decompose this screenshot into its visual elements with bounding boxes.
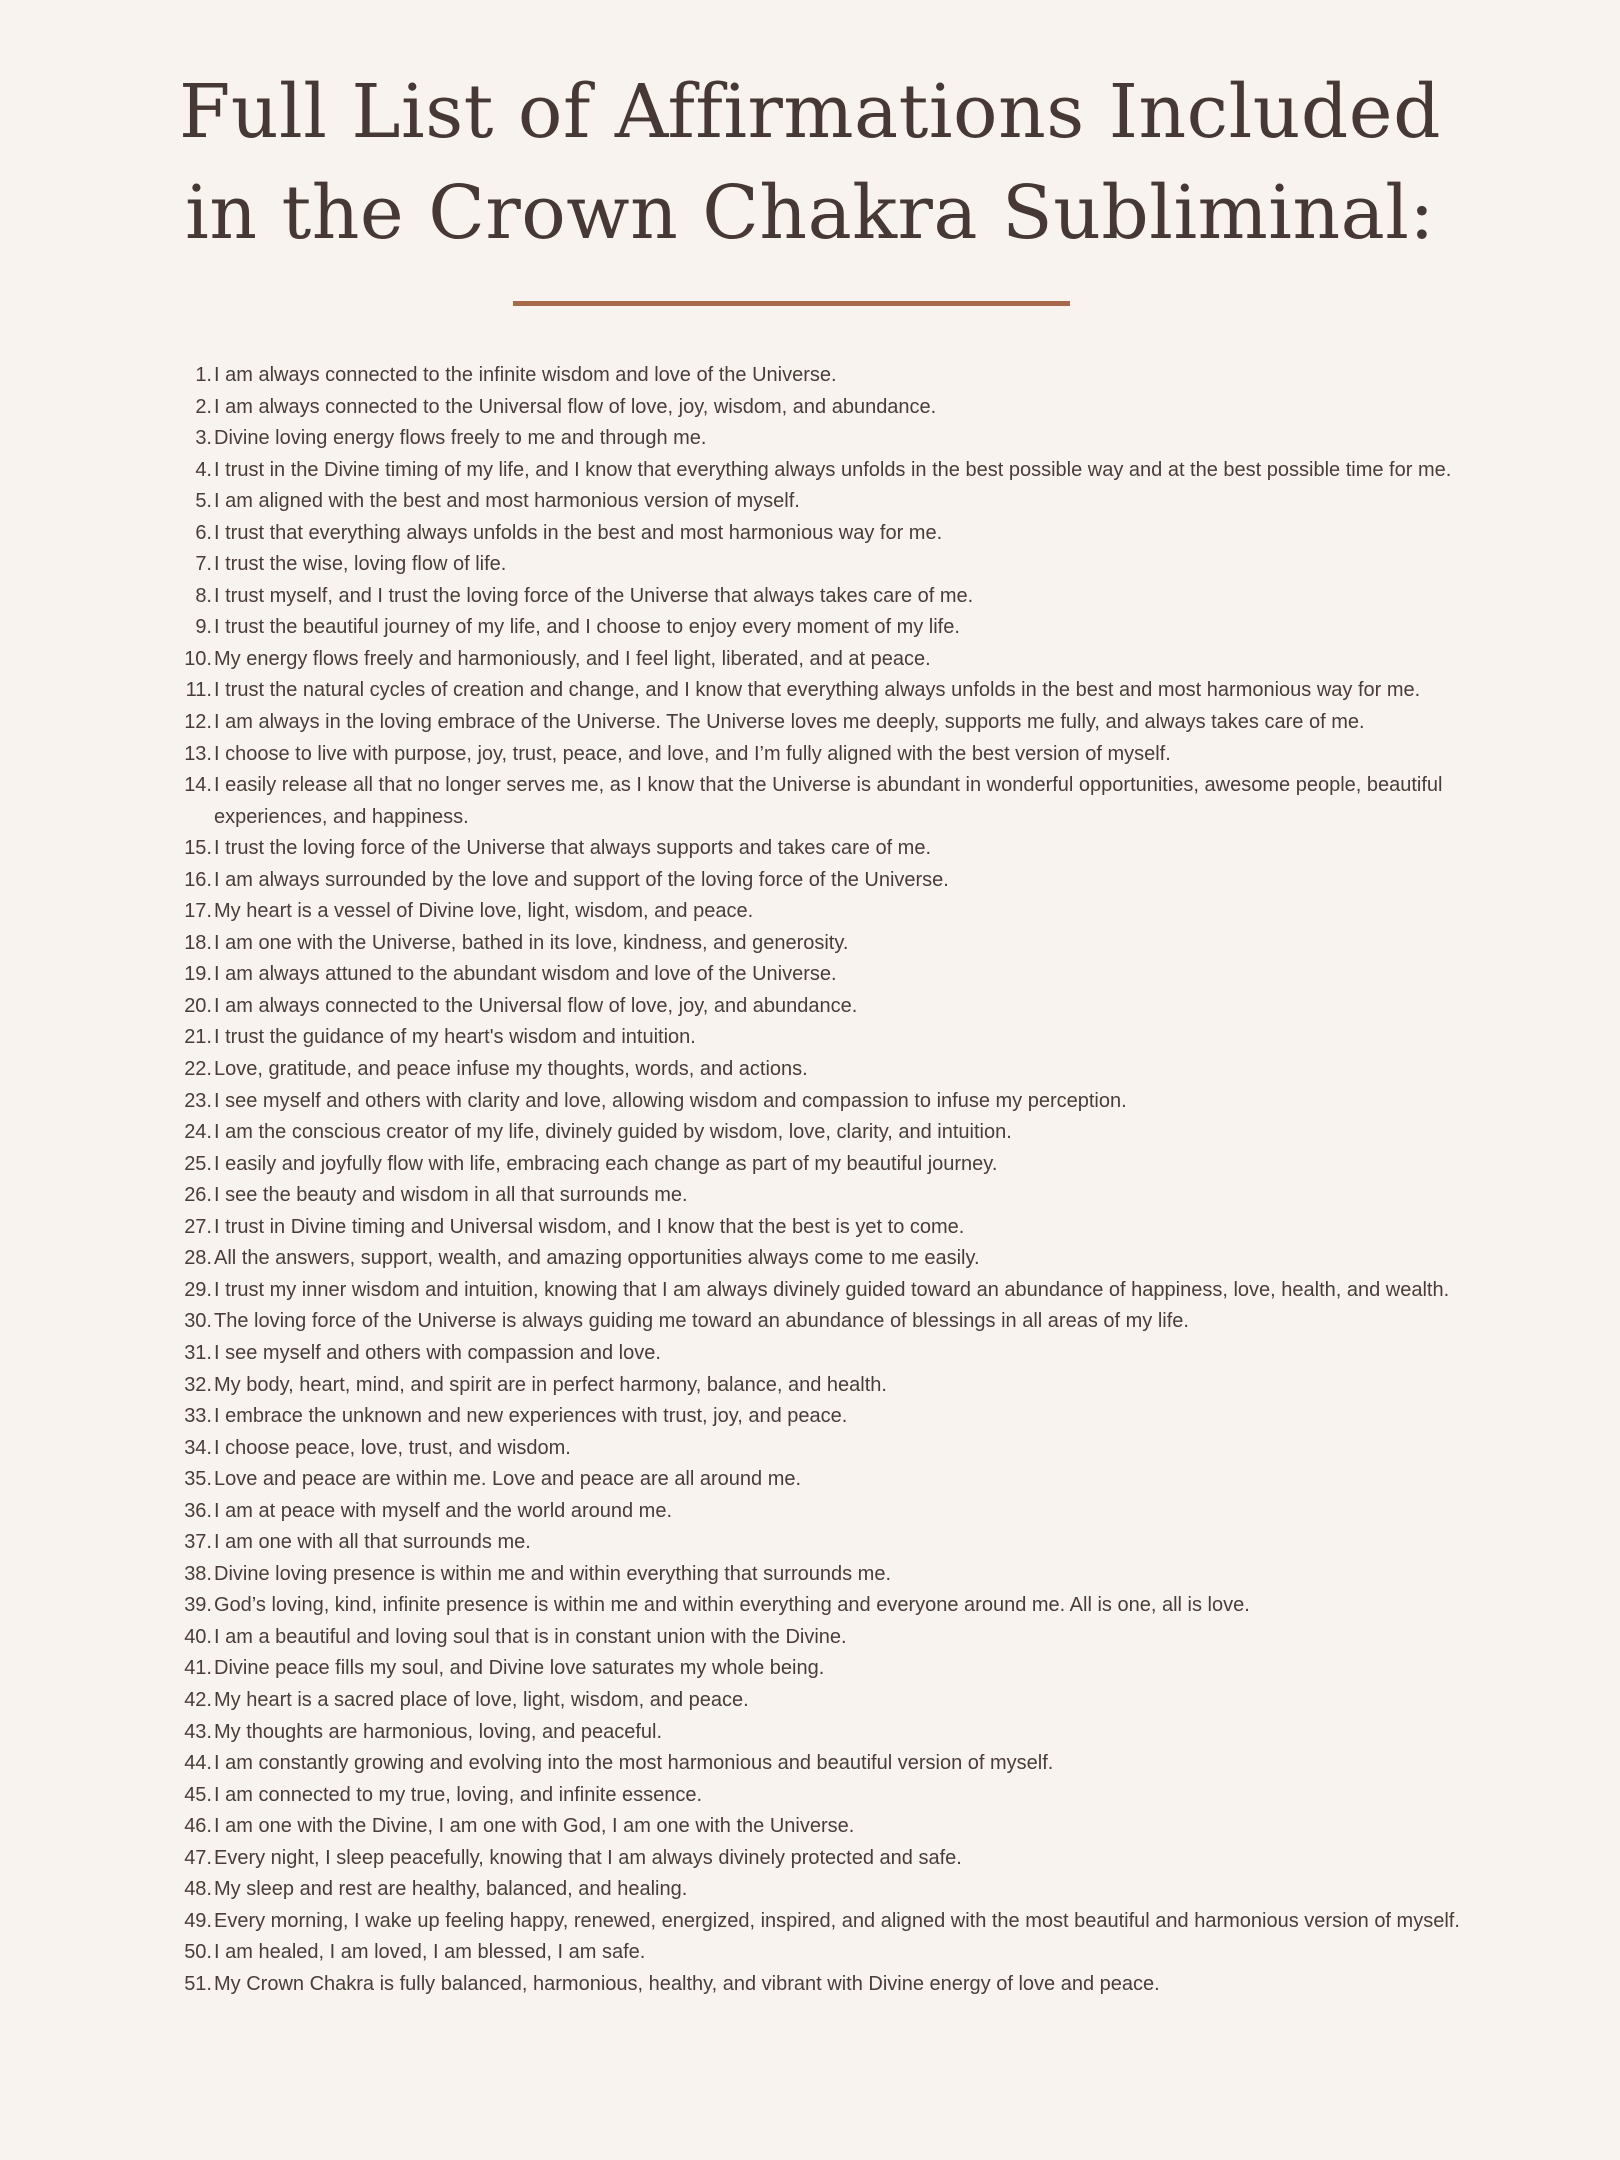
affirmation-number: 9. [195, 616, 212, 639]
affirmation-text: My sleep and rest are healthy, balanced, and healing. [214, 1878, 688, 1901]
affirmation-text: I am the conscious creator of my life, divinely guided by wisdom, love, clarity, and intuition. [214, 1121, 1012, 1144]
affirmation-text: I trust in Divine timing and Universal wisdom, and I know that the best is yet to come. [214, 1215, 965, 1238]
affirmation-number: 45. [184, 1783, 212, 1806]
affirmation-text: I trust the natural cycles of creation and change, and I know that everything always unfolds in the best and most harmonious way for me. [214, 679, 1421, 702]
affirmation-item [0, 1212, 1460, 1244]
affirmation-item [0, 360, 1460, 392]
affirmation-text: I trust in the Divine timing of my life, and I know that everything always unfolds in the best possible way and at the best possible time for me. [214, 458, 1452, 481]
affirmation-number: 27. [184, 1215, 212, 1238]
affirmation-text: I trust my inner wisdom and intuition, knowing that I am always divinely guided toward an abundance of happiness, love, health, and wealth. [214, 1278, 1450, 1301]
affirmation-text: I trust the wise, loving flow of life. [214, 553, 507, 576]
affirmation-number: 28. [184, 1247, 212, 1270]
affirmation-item [0, 392, 1460, 424]
affirmation-number: 16. [184, 868, 212, 891]
affirmation-item [0, 1811, 1460, 1843]
affirmation-text: I choose peace, love, trust, and wisdom. [214, 1436, 571, 1459]
affirmation-number: 20. [184, 994, 212, 1017]
affirmation-number: 34. [184, 1436, 212, 1459]
affirmation-item [0, 1022, 1460, 1054]
affirmation-number: 24. [184, 1121, 212, 1144]
affirmation-item [0, 1149, 1460, 1181]
affirmation-number: 14. [184, 774, 212, 797]
affirmation-text: I easily release all that no longer serves me, as I know that the Universe is abundant in wonderful opportunities, awesome people, beautiful experiences, and happiness. [214, 774, 1443, 828]
affirmation-item [0, 1559, 1460, 1591]
affirmation-number: 32. [184, 1373, 212, 1396]
affirmation-item [0, 1780, 1460, 1812]
affirmation-text: I trust the loving force of the Universe that always supports and takes care of me. [214, 837, 932, 860]
affirmation-number: 21. [184, 1026, 212, 1049]
affirmation-number: 35. [184, 1468, 212, 1491]
affirmation-item [0, 833, 1460, 865]
affirmation-number: 3. [195, 427, 212, 450]
affirmation-item [0, 1180, 1460, 1212]
affirmation-text: I choose to live with purpose, joy, trust, peace, and love, and I’m fully aligned with the best version of myself. [214, 742, 1171, 765]
affirmation-number: 18. [184, 931, 212, 954]
affirmation-number: 17. [184, 900, 212, 923]
title-line-2: in the Crown Chakra Subliminal: [185, 170, 1435, 256]
affirmation-text: My heart is a vessel of Divine love, light, wisdom, and peace. [214, 900, 754, 923]
affirmation-number: 46. [184, 1815, 212, 1838]
affirmation-item [0, 770, 1460, 833]
affirmation-text: My body, heart, mind, and spirit are in perfect harmony, balance, and health. [214, 1373, 887, 1396]
affirmation-item [0, 1937, 1460, 1969]
affirmation-text: I trust the guidance of my heart's wisdom and intuition. [214, 1026, 696, 1049]
affirmation-number: 50. [184, 1941, 212, 1964]
affirmation-item [0, 1117, 1460, 1149]
affirmation-number: 22. [184, 1058, 212, 1081]
affirmation-item [0, 1653, 1460, 1685]
affirmation-item [0, 1527, 1460, 1559]
affirmation-item [0, 1464, 1460, 1496]
affirmation-text: Every morning, I wake up feeling happy, renewed, energized, inspired, and aligned with the most beautiful and harmonious version of myself. [214, 1909, 1460, 1932]
affirmation-number: 26. [184, 1184, 212, 1207]
affirmation-number: 43. [184, 1720, 212, 1743]
affirmation-text: Divine loving presence is within me and within everything that surrounds me. [214, 1562, 892, 1585]
affirmation-text: I see the beauty and wisdom in all that surrounds me. [214, 1184, 688, 1207]
affirmation-text: I am aligned with the best and most harmonious version of myself. [214, 490, 800, 513]
affirmation-text: The loving force of the Universe is always guiding me toward an abundance of blessings in all areas of my life. [214, 1310, 1189, 1333]
affirmation-number: 19. [184, 963, 212, 986]
affirmation-text: My Crown Chakra is fully balanced, harmonious, healthy, and vibrant with Divine energy of love and peace. [214, 1972, 1160, 1995]
affirmation-item [0, 1843, 1460, 1875]
affirmation-item [0, 991, 1460, 1023]
affirmation-item [0, 518, 1460, 550]
affirmation-number: 33. [184, 1405, 212, 1428]
affirmation-item [0, 1433, 1460, 1465]
affirmation-item [0, 928, 1460, 960]
affirmation-item [0, 1622, 1460, 1654]
affirmation-item [0, 1338, 1460, 1370]
affirmation-text: I am at peace with myself and the world around me. [214, 1499, 673, 1522]
affirmation-number: 47. [184, 1846, 212, 1869]
affirmation-item [0, 959, 1460, 991]
affirmation-item [0, 1969, 1460, 2001]
affirmation-number: 8. [195, 584, 212, 607]
affirmation-number: 25. [184, 1152, 212, 1175]
affirmation-number: 4. [195, 458, 212, 481]
affirmation-text: I see myself and others with clarity and love, allowing wisdom and compassion to infuse my perception. [214, 1089, 1127, 1112]
affirmation-item [0, 1401, 1460, 1433]
affirmation-text: All the answers, support, wealth, and amazing opportunities always come to me easily. [214, 1247, 980, 1270]
affirmation-text: I am always connected to the Universal flow of love, joy, wisdom, and abundance. [214, 395, 937, 418]
affirmation-item [0, 1685, 1460, 1717]
affirmation-item [0, 423, 1460, 455]
affirmation-item [0, 739, 1460, 771]
affirmation-text: My energy flows freely and harmoniously, and I feel light, liberated, and at peace. [214, 647, 931, 670]
affirmation-item [0, 1590, 1460, 1622]
affirmation-number: 49. [184, 1909, 212, 1932]
affirmation-text: I am constantly growing and evolving into the most harmonious and beautiful version of myself. [214, 1752, 1054, 1775]
affirmation-item [0, 1874, 1460, 1906]
affirmation-text: I trust the beautiful journey of my life, and I choose to enjoy every moment of my life. [214, 616, 960, 639]
affirmation-number: 12. [184, 711, 212, 734]
affirmation-number: 15. [184, 837, 212, 860]
affirmation-item [0, 549, 1460, 581]
affirmation-text: I am one with the Divine, I am one with God, I am one with the Universe. [214, 1815, 855, 1838]
affirmation-item [0, 455, 1460, 487]
affirmation-item [0, 707, 1460, 739]
affirmation-text: My heart is a sacred place of love, light, wisdom, and peace. [214, 1688, 749, 1711]
affirmation-item [0, 1906, 1460, 1938]
affirmation-item [0, 1306, 1460, 1338]
affirmation-text: I trust myself, and I trust the loving force of the Universe that always takes care of me. [214, 584, 974, 607]
affirmation-number: 37. [184, 1531, 212, 1554]
affirmation-number: 1. [195, 364, 212, 386]
affirmation-text: I am one with all that surrounds me. [214, 1531, 531, 1554]
affirmation-number: 40. [184, 1625, 212, 1648]
affirmation-number: 36. [184, 1499, 212, 1522]
affirmation-number: 7. [195, 553, 212, 576]
affirmation-item [0, 1086, 1460, 1118]
affirmation-item [0, 486, 1460, 518]
title-line-1: Full List of Affirmations Included [179, 69, 1441, 155]
affirmation-item [0, 1275, 1460, 1307]
affirmation-list [0, 360, 1460, 2000]
affirmation-text: My thoughts are harmonious, loving, and peaceful. [214, 1720, 663, 1743]
affirmation-text: I am always in the loving embrace of the Universe. The Universe loves me deeply, supports me fully, and always takes care of me. [214, 711, 1365, 734]
affirmation-item [0, 1054, 1460, 1086]
affirmation-item [0, 1243, 1460, 1275]
affirmation-text: I am one with the Universe, bathed in its love, kindness, and generosity. [214, 931, 849, 954]
affirmation-number: 10. [184, 647, 212, 670]
affirmation-number: 11. [185, 679, 212, 702]
affirmation-text: I am a beautiful and loving soul that is in constant union with the Divine. [214, 1625, 847, 1648]
affirmation-number: 23. [184, 1089, 212, 1112]
title-divider [513, 301, 1070, 306]
affirmation-text: Divine loving energy flows freely to me and through me. [214, 427, 707, 450]
affirmation-number: 39. [184, 1594, 212, 1617]
affirmation-item [0, 644, 1460, 676]
affirmation-text: I see myself and others with compassion and love. [214, 1341, 661, 1364]
affirmation-text: I trust that everything always unfolds in the best and most harmonious way for me. [214, 521, 943, 544]
affirmation-text: I am always surrounded by the love and support of the loving force of the Universe. [214, 868, 949, 891]
affirmation-item [0, 1370, 1460, 1402]
affirmation-item [0, 1748, 1460, 1780]
affirmation-number: 44. [184, 1752, 212, 1775]
affirmation-text: Divine peace fills my soul, and Divine love saturates my whole being. [214, 1657, 825, 1680]
affirmation-text: I am always connected to the Universal flow of love, joy, and abundance. [214, 994, 858, 1017]
affirmation-item [0, 1717, 1460, 1749]
affirmation-number: 2. [195, 395, 212, 418]
affirmation-text: I easily and joyfully flow with life, embracing each change as part of my beautiful journey. [214, 1152, 998, 1175]
affirmation-item [0, 581, 1460, 613]
affirmation-item [0, 896, 1460, 928]
affirmation-text: Love, gratitude, and peace infuse my thoughts, words, and actions. [214, 1058, 808, 1081]
affirmation-number: 48. [184, 1878, 212, 1901]
affirmation-number: 6. [195, 521, 212, 544]
page-title [160, 62, 1460, 264]
affirmation-text: Every night, I sleep peacefully, knowing that I am always divinely protected and safe. [214, 1846, 962, 1869]
affirmation-text: I embrace the unknown and new experiences with trust, joy, and peace. [214, 1405, 848, 1428]
affirmation-number: 41. [184, 1657, 212, 1680]
affirmation-text: God’s loving, kind, infinite presence is within me and within everything and everyone around me. All is one, all is love. [214, 1594, 1250, 1617]
affirmation-item [0, 1496, 1460, 1528]
affirmation-number: 29. [184, 1278, 212, 1301]
affirmation-number: 51. [184, 1972, 212, 1995]
affirmation-text: I am always connected to the infinite wisdom and love of the Universe. [214, 364, 837, 386]
affirmation-text: Love and peace are within me. Love and peace are all around me. [214, 1468, 802, 1491]
affirmation-number: 31. [184, 1341, 212, 1364]
affirmation-item [0, 865, 1460, 897]
affirmation-text: I am always attuned to the abundant wisdom and love of the Universe. [214, 963, 837, 986]
affirmation-text: I am connected to my true, loving, and infinite essence. [214, 1783, 703, 1806]
affirmation-number: 30. [184, 1310, 212, 1333]
affirmation-text: I am healed, I am loved, I am blessed, I am safe. [214, 1941, 646, 1964]
affirmation-number: 13. [184, 742, 212, 765]
affirmation-item [0, 612, 1460, 644]
affirmation-item [0, 675, 1460, 707]
affirmation-number: 38. [184, 1562, 212, 1585]
affirmation-number: 5. [195, 490, 212, 513]
affirmation-number: 42. [184, 1688, 212, 1711]
